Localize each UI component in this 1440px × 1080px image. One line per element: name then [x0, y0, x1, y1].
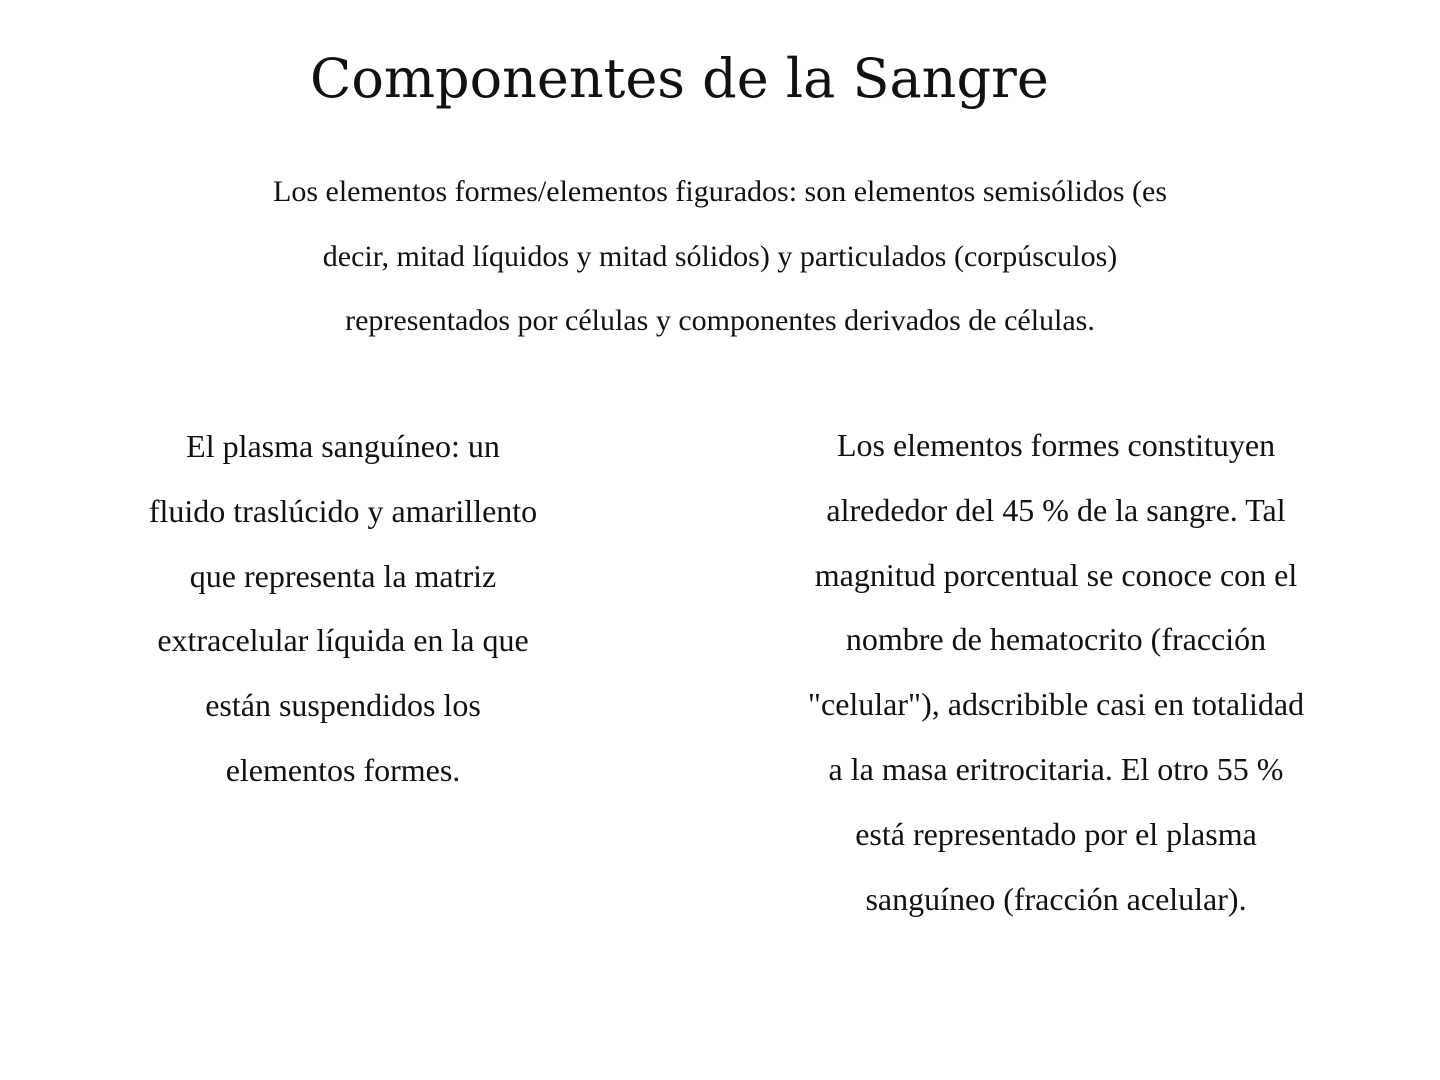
- intro-line: representados por células y componentes derivados de células.: [345, 304, 1095, 337]
- hematocrit-line: magnitud porcentual se conoce con el: [814, 556, 1298, 593]
- plasma-line: están suspendidos los: [205, 687, 481, 724]
- plasma-line: El plasma sanguíneo: un: [186, 428, 500, 464]
- hematocrit-line: alrededor del 45 % de la sangre. Tal: [826, 491, 1286, 528]
- plasma-line: fluido traslúcido y amarillento: [148, 492, 538, 529]
- plasma-line: extracelular líquida en la que: [157, 622, 529, 659]
- intro-line: Los elementos formes/elementos figurados: son elementos semisólidos (es: [273, 175, 1167, 208]
- hematocrit-line: Los elementos formes constituyen: [836, 427, 1276, 463]
- intro-paragraph: [70, 160, 1370, 354]
- intro-line: decir, mitad líquidos y mitad sólidos) y particulados (corpúsculos): [322, 239, 1118, 273]
- plasma-line: elementos formes.: [225, 751, 461, 788]
- hematocrit-line: sanguíneo (fracción acelular).: [865, 880, 1247, 917]
- page-title: Componentes de la Sangre: [310, 47, 1049, 110]
- hematocrit-line: a la masa eritrocitaria. El otro 55 %: [828, 750, 1284, 787]
- hematocrit-line: "celular"), adscribible casi en totalidad: [807, 686, 1305, 723]
- plasma-line: que representa la matriz: [189, 557, 497, 594]
- plasma-paragraph: [60, 414, 626, 803]
- hematocrit-line: está representado por el plasma: [855, 815, 1257, 852]
- hematocrit-paragraph: [716, 413, 1396, 931]
- hematocrit-line: nombre de hematocrito (fracción: [845, 621, 1267, 658]
